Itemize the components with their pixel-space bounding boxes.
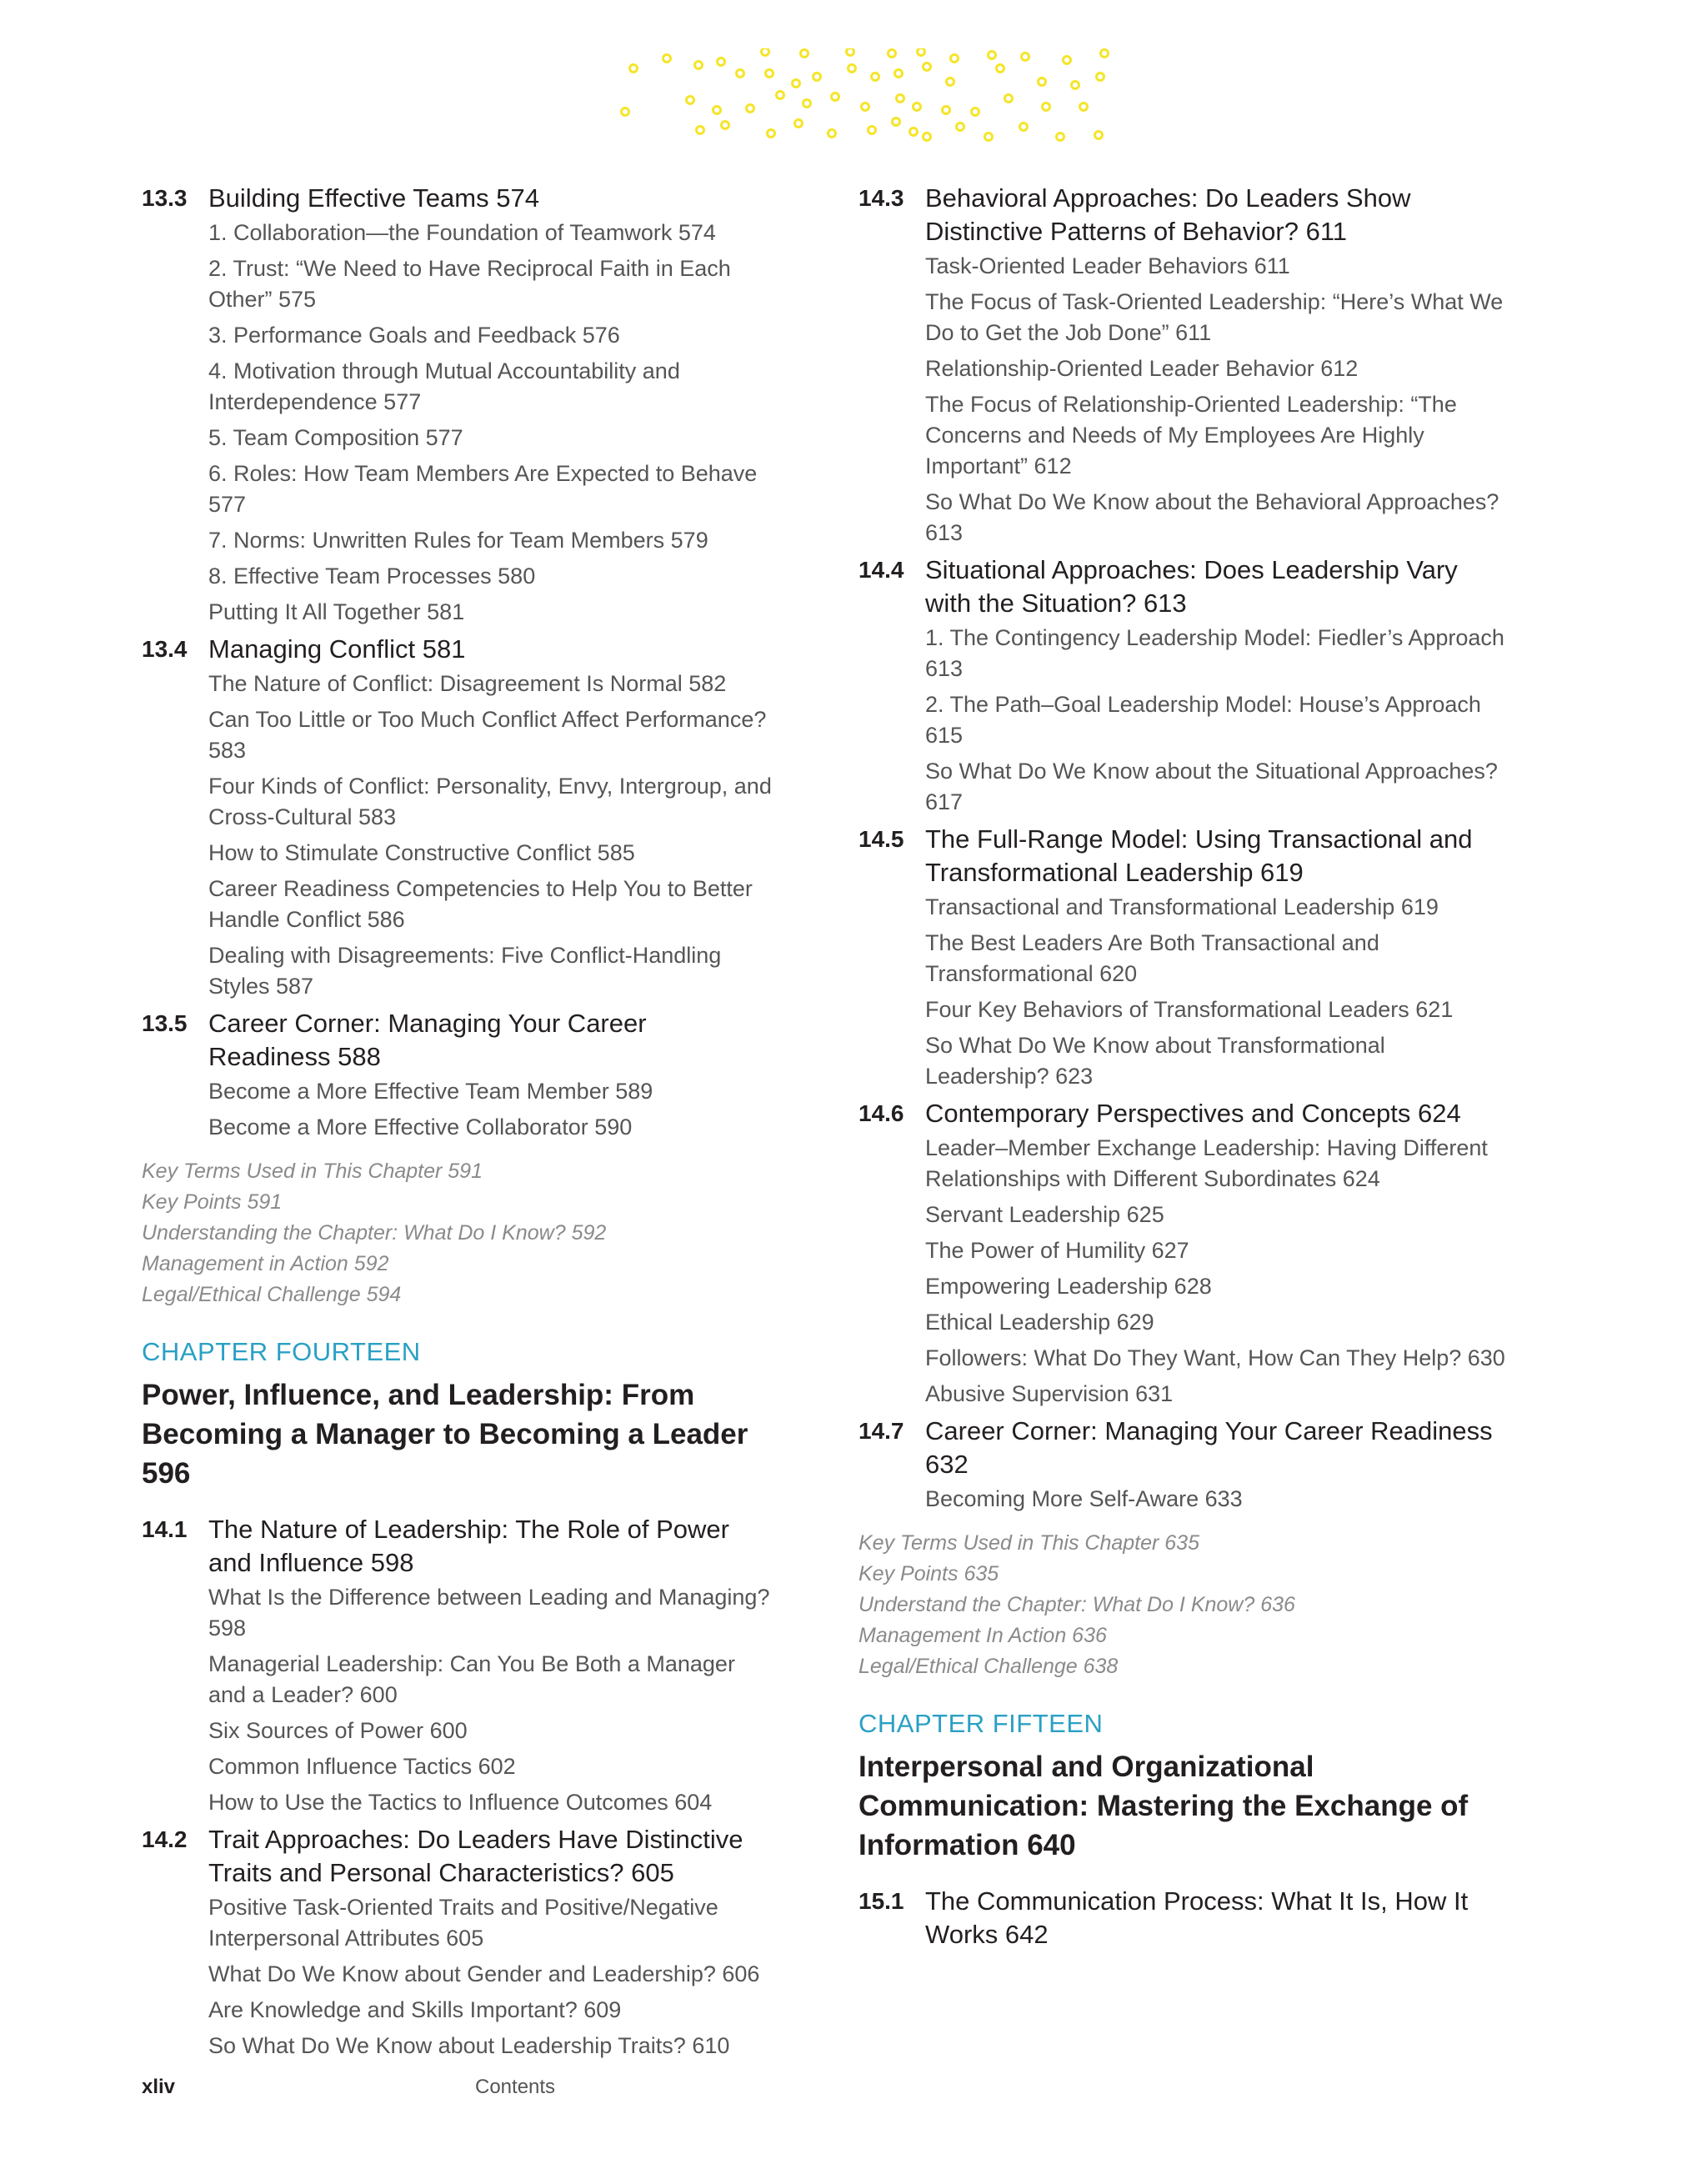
subsection-entry[interactable]: Ethical Leadership 629 <box>925 1310 1154 1335</box>
section-number: 14.1 <box>142 1516 188 1542</box>
subsection-entry[interactable]: 3. Performance Goals and Feedback 576 <box>208 323 620 348</box>
decorative-dot <box>895 70 903 78</box>
toc-section <box>142 633 775 1002</box>
subsection-entry[interactable]: Become a More Effective Collaborator 590 <box>208 1115 633 1140</box>
subsection-entry[interactable]: Four Kinds of Conflict: Personality, Envy, Intergroup, and Cross-Cultural 583 <box>208 774 772 829</box>
subsection-entry[interactable]: How to Stimulate Constructive Conflict 585 <box>208 840 635 865</box>
subsection-entry[interactable]: Can Too Little or Too Much Conflict Affect Performance? 583 <box>208 707 767 763</box>
subsection-entry[interactable]: 6. Roles: How Team Members Are Expected to Behave 577 <box>208 461 758 517</box>
end-matter-entry[interactable]: Legal/Ethical Challenge 638 <box>859 1655 1119 1678</box>
section-title[interactable]: Situational Approaches: Does Leadership Vary with the Situation? 613 <box>925 555 1458 618</box>
section-title[interactable]: The Nature of Leadership: The Role of Power and Influence 598 <box>208 1515 729 1577</box>
decorative-dot <box>985 133 993 141</box>
decorative-dot <box>793 80 800 88</box>
subsection-entry[interactable]: Becoming More Self-Aware 633 <box>925 1486 1243 1511</box>
decorative-dot <box>943 107 950 114</box>
section-number: 14.2 <box>142 1826 188 1852</box>
decorative-dot <box>737 70 744 78</box>
decorative-dot <box>1039 78 1046 86</box>
section-number: 13.5 <box>142 1010 188 1036</box>
section-number: 14.4 <box>859 557 904 583</box>
section-number: 13.4 <box>142 636 188 662</box>
left-end-matter <box>142 1156 775 1310</box>
section-title[interactable]: Building Effective Teams 574 <box>208 183 539 213</box>
decorative-dot <box>768 130 775 138</box>
section-number: 15.1 <box>859 1888 904 1914</box>
right-sections-chapter-14 <box>859 182 1509 1515</box>
end-matter-entry[interactable]: Legal/Ethical Challenge 594 <box>142 1283 402 1306</box>
subsection-entry[interactable]: 8. Effective Team Processes 580 <box>208 564 536 589</box>
decorative-dot <box>766 70 773 78</box>
decorative-dot <box>918 48 925 56</box>
toc-section <box>142 1513 775 1818</box>
decorative-dot <box>872 73 879 81</box>
subsection-entry[interactable]: Four Key Behaviors of Transformational Leaders 621 <box>925 997 1454 1022</box>
left-sections-chapter-13 <box>142 182 775 1143</box>
decorative-dot <box>910 128 918 136</box>
section-number: 13.3 <box>142 185 188 211</box>
subsection-entry[interactable]: Transactional and Transformational Leadership 619 <box>925 894 1439 919</box>
decorative-dot <box>828 130 836 138</box>
decorative-dot <box>713 107 721 114</box>
left-sections-chapter-14 <box>142 1513 775 2061</box>
subsection-entry[interactable]: 5. Team Composition 577 <box>208 425 463 450</box>
subsection-entry[interactable]: 1. Collaboration—the Foundation of Teamwork 574 <box>208 220 716 245</box>
decorative-dot <box>1101 50 1109 58</box>
decorative-dot <box>848 65 856 73</box>
subsection-entry[interactable]: So What Do We Know about the Situational Approaches? 617 <box>925 759 1498 814</box>
subsection-entry[interactable]: 7. Norms: Unwritten Rules for Team Members 579 <box>208 528 708 553</box>
decorative-dot <box>947 78 954 86</box>
subsection-entry[interactable]: So What Do We Know about the Behavioral Approaches? 613 <box>925 489 1499 545</box>
decorative-dot <box>801 50 808 58</box>
toc-right-column <box>859 182 1509 1955</box>
decorative-dot <box>697 127 704 134</box>
section-number: 14.5 <box>859 826 904 852</box>
decorative-dot <box>777 92 784 99</box>
section-number: 14.6 <box>859 1100 904 1126</box>
subsection-entry[interactable]: Positive Task-Oriented Traits and Positive/Negative Interpersonal Attributes 605 <box>208 1895 718 1951</box>
decorative-dot <box>1043 103 1050 111</box>
decorative-dot <box>1064 57 1071 64</box>
decorative-dot-pattern <box>617 48 1117 155</box>
subsection-entry[interactable]: What Is the Difference between Leading and Managing? 598 <box>208 1585 770 1641</box>
subsection-entry[interactable]: 2. Trust: “We Need to Have Reciprocal Faith in Each Other” 575 <box>208 256 731 312</box>
decorative-dot <box>1080 103 1088 111</box>
decorative-dot <box>847 48 854 56</box>
subsection-entry[interactable]: Six Sources of Power 600 <box>208 1718 468 1743</box>
section-title[interactable]: Managing Conflict 581 <box>208 634 466 664</box>
decorative-dot <box>957 123 964 131</box>
subsection-entry[interactable]: So What Do We Know about Leadership Traits? 610 <box>208 2033 730 2058</box>
subsection-entry[interactable]: Managerial Leadership: Can You Be Both a Manager and a Leader? 600 <box>208 1651 735 1707</box>
decorative-dot <box>869 127 876 134</box>
subsection-entry[interactable]: The Best Leaders Are Both Transactional and Transformational 620 <box>925 930 1379 986</box>
toc-section <box>142 1007 775 1143</box>
subsection-entry[interactable]: How to Use the Tactics to Influence Outcomes 604 <box>208 1790 713 1815</box>
decorative-dot <box>897 95 904 103</box>
end-matter-entry[interactable]: Understand the Chapter: What Do I Know? 636 <box>859 1593 1295 1616</box>
decorative-dot <box>1095 132 1103 139</box>
toc-section <box>859 1885 1509 1951</box>
running-footer-label: Contents <box>475 2076 556 2098</box>
decorative-dot <box>795 120 803 128</box>
end-matter-entry[interactable]: Management In Action 636 <box>859 1624 1107 1647</box>
toc-section <box>142 182 775 628</box>
end-matter-entry[interactable]: Understanding the Chapter: What Do I Know? 592 <box>142 1221 607 1245</box>
decorative-dot <box>622 108 629 116</box>
subsection-entry[interactable]: 1. The Contingency Leadership Model: Fiedler’s Approach 613 <box>925 625 1504 681</box>
end-matter-entry[interactable]: Key Points 635 <box>859 1562 999 1585</box>
section-number: 14.3 <box>859 185 904 211</box>
subsection-entry[interactable]: Career Readiness Competencies to Help You to Better Handle Conflict 586 <box>208 876 753 932</box>
subsection-entry[interactable]: Putting It All Together 581 <box>208 599 465 624</box>
section-title[interactable]: Career Corner: Managing Your Career Readiness 588 <box>208 1009 647 1071</box>
decorative-dot <box>893 118 900 126</box>
decorative-dot <box>663 55 671 63</box>
decorative-dot <box>813 73 821 81</box>
decorative-dot <box>924 63 931 71</box>
subsection-entry[interactable]: So What Do We Know about Transformational Leadership? 623 <box>925 1033 1385 1089</box>
decorative-dot <box>722 122 729 129</box>
section-title[interactable]: The Full-Range Model: Using Transactional and Transformational Leadership 619 <box>925 824 1473 887</box>
decorative-dot <box>747 105 754 113</box>
toc-section <box>859 1097 1509 1410</box>
chapter-title[interactable]: Interpersonal and Organizational Communication: Mastering the Exchange of Information 640 <box>859 1751 1469 1861</box>
end-matter-entry[interactable]: Key Points 591 <box>142 1190 283 1214</box>
subsection-entry[interactable]: Leader–Member Exchange Leadership: Having Different Relationships with Different Subordinates 624 <box>925 1135 1488 1191</box>
decorative-dot <box>695 62 703 69</box>
chapter-label: CHAPTER FIFTEEN <box>859 1709 1104 1738</box>
section-title[interactable]: Contemporary Perspectives and Concepts 624 <box>925 1099 1461 1128</box>
subsection-entry[interactable]: Relationship-Oriented Leader Behavior 612 <box>925 356 1359 381</box>
decorative-dot <box>989 52 996 59</box>
page-number: xliv <box>142 2076 176 2098</box>
end-matter-entry[interactable]: Management in Action 592 <box>142 1252 389 1275</box>
chapter-label: CHAPTER FOURTEEN <box>142 1337 421 1366</box>
decorative-dot <box>1097 73 1104 81</box>
decorative-dot <box>862 103 869 111</box>
subsection-entry[interactable]: Common Influence Tactics 602 <box>208 1754 516 1779</box>
subsection-entry[interactable]: Task-Oriented Leader Behaviors 611 <box>925 253 1290 278</box>
subsection-entry[interactable]: Empowering Leadership 628 <box>925 1274 1212 1299</box>
right-end-matter <box>859 1528 1509 1682</box>
decorative-dot <box>997 65 1004 73</box>
page-footer <box>142 2076 725 2109</box>
subsection-entry[interactable]: Abusive Supervision 631 <box>925 1381 1174 1406</box>
chapter-fourteen-heading <box>142 1335 775 1493</box>
subsection-entry[interactable]: The Focus of Relationship-Oriented Leadership: “The Concerns and Needs of My Employees Are Highly Important” 612 <box>925 392 1457 478</box>
toc-section <box>142 1823 775 2061</box>
decorative-dot <box>1057 133 1064 141</box>
subsection-entry[interactable]: The Focus of Task-Oriented Leadership: “Here’s What We Do to Get the Job Done” 611 <box>925 289 1504 345</box>
subsection-entry[interactable]: Are Knowledge and Skills Important? 609 <box>208 1997 622 2022</box>
toc-section <box>859 182 1509 549</box>
decorative-dot <box>832 93 839 101</box>
decorative-dot <box>889 50 896 58</box>
decorative-dot <box>1005 95 1013 103</box>
section-title[interactable]: The Communication Process: What It Is, How It Works 642 <box>925 1886 1469 1949</box>
subsection-entry[interactable]: 2. The Path–Goal Leadership Model: House’s Approach 615 <box>925 692 1481 748</box>
decorative-dot <box>630 65 638 73</box>
toc-section <box>859 823 1509 1092</box>
decorative-dot <box>1020 123 1028 131</box>
subsection-entry[interactable]: Dealing with Disagreements: Five Conflict-Handling Styles 587 <box>208 943 722 999</box>
decorative-dot <box>924 133 931 141</box>
subsection-entry[interactable]: The Nature of Conflict: Disagreement Is Normal 582 <box>208 671 727 696</box>
decorative-dot <box>718 58 725 66</box>
subsection-entry[interactable]: The Power of Humility 627 <box>925 1238 1189 1263</box>
subsection-entry[interactable]: Become a More Effective Team Member 589 <box>208 1079 653 1104</box>
end-matter-entry[interactable]: Key Terms Used in This Chapter 591 <box>142 1160 483 1183</box>
decorative-dot <box>687 97 694 104</box>
toc-section <box>859 1415 1509 1515</box>
decorative-dot <box>762 48 769 56</box>
decorative-dot <box>1022 53 1029 61</box>
subsection-entry[interactable]: Followers: What Do They Want, How Can They Help? 630 <box>925 1345 1505 1370</box>
section-number: 14.7 <box>859 1418 904 1444</box>
subsection-entry[interactable]: 4. Motivation through Mutual Accountability and Interdependence 577 <box>208 358 680 414</box>
decorative-dot <box>1072 82 1079 89</box>
toc-section <box>859 554 1509 818</box>
chapter-fifteen-heading <box>859 1707 1509 1865</box>
section-title[interactable]: Trait Approaches: Do Leaders Have Distinctive Traits and Personal Characteristics? 605 <box>208 1825 743 1887</box>
decorative-dot <box>803 100 811 108</box>
section-title[interactable]: Career Corner: Managing Your Career Readiness 632 <box>925 1416 1493 1479</box>
chapter-title[interactable]: Power, Influence, and Leadership: From Becoming a Manager to Becoming a Leader 596 <box>142 1379 748 1490</box>
subsection-entry[interactable]: Servant Leadership 625 <box>925 1202 1164 1227</box>
toc-left-column <box>142 182 775 2066</box>
right-sections-chapter-15 <box>859 1885 1509 1951</box>
section-title[interactable]: Behavioral Approaches: Do Leaders Show Distinctive Patterns of Behavior? 611 <box>925 183 1411 246</box>
subsection-entry[interactable]: What Do We Know about Gender and Leadership? 606 <box>208 1961 760 1986</box>
decorative-dot <box>951 55 959 63</box>
decorative-dot <box>972 108 979 116</box>
decorative-dot <box>914 103 921 111</box>
end-matter-entry[interactable]: Key Terms Used in This Chapter 635 <box>859 1531 1199 1555</box>
